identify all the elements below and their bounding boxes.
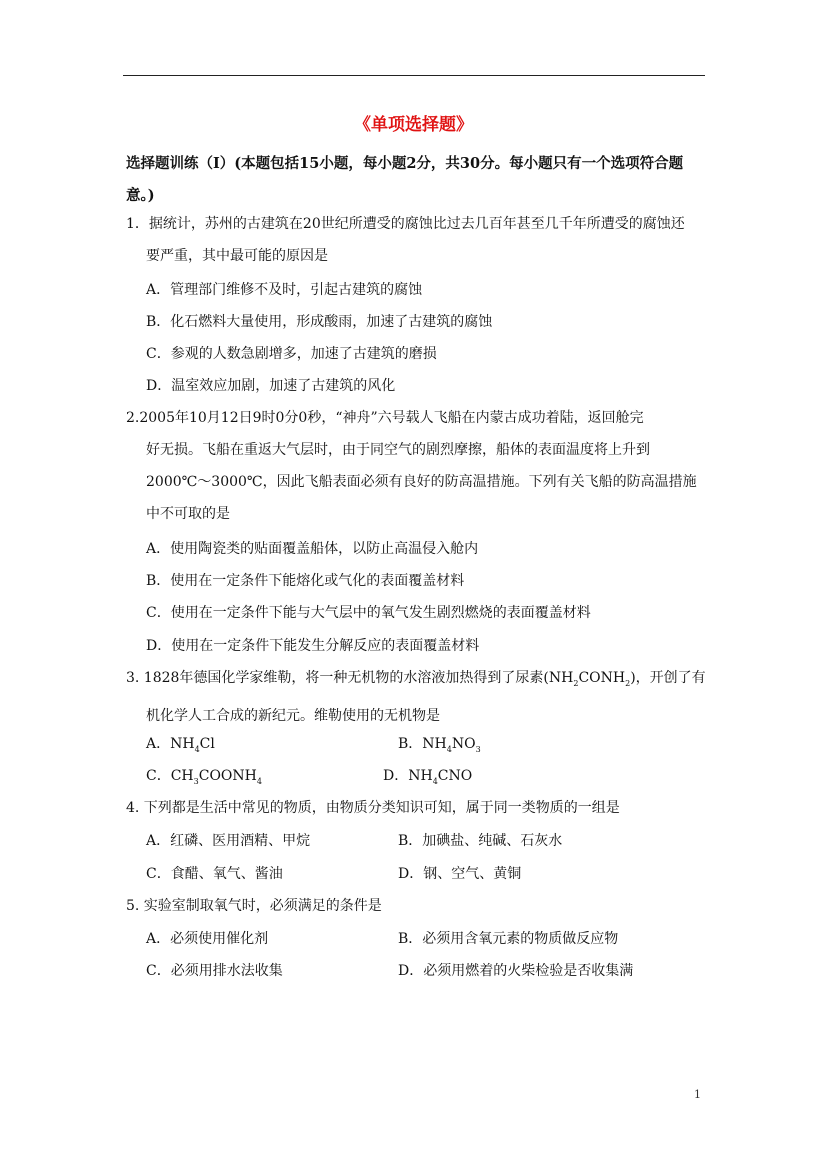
q3-line1-sub2: 2 (625, 678, 631, 688)
q3-d-sub: 4 (432, 776, 438, 786)
question-4-option-d: D．钢、空气、黄铜 (398, 866, 522, 882)
question-4-option-c: C．食醋、氧气、酱油 (146, 866, 283, 882)
q3-d-pre: D．NH (383, 768, 433, 784)
intro-line-2: 意。) (126, 187, 155, 204)
header-rule (123, 75, 705, 76)
question-1-option-d: D．温室效应加剧，加速了古建筑的风化 (146, 378, 396, 394)
question-2-option-b: B．使用在一定条件下能熔化或气化的表面覆盖材料 (146, 573, 465, 589)
question-3-stem-line-1 (126, 662, 712, 700)
q3-line1-sub1: 2 (573, 678, 579, 688)
question-4-option-b: B．加碘盐、纯碱、石灰水 (398, 833, 563, 849)
q3-b-post: NO (451, 736, 476, 752)
q3-b-sub: 4 (446, 744, 452, 754)
q3-c-sub2: 4 (256, 776, 262, 786)
question-5-option-a: A．必须使用催化剂 (146, 931, 269, 947)
q3-c-post: COONH (198, 768, 257, 784)
question-1-option-c: C．参观的人数急剧增多，加速了古建筑的磨损 (146, 346, 437, 362)
q3-a-sub: 4 (194, 744, 200, 754)
question-5-option-d: D．必须用燃着的火柴检验是否收集满 (398, 963, 634, 979)
question-1-stem-line-1: 1．据统计，苏州的古建筑在20世纪所遭受的腐蚀比过去几百年甚至几千年所遭受的腐蚀还 (126, 216, 685, 232)
question-2-option-a: A．使用陶瓷类的贴面覆盖船体，以防止高温侵入舱内 (146, 541, 479, 557)
question-4-option-a: A．红磷、医用酒精、甲烷 (146, 833, 311, 849)
question-2-stem-line-2: 好无损。飞船在重返大气层时，由于同空气的剧烈摩擦，船体的表面温度将上升到 (146, 442, 650, 458)
question-3-option-a (146, 734, 215, 760)
question-2 (126, 402, 712, 530)
q3-line1-post: )，开创了有 (630, 670, 706, 686)
question-5 (126, 890, 712, 922)
question-4 (126, 792, 712, 824)
q3-line1-pre: 3. 1828年德国化学家维勒，将一种无机物的水溶液加热得到了尿素(NH (126, 670, 574, 686)
intro-line-1: 选择题训练（I）(本题包括15小题，每小题2分，共30分。每小题只有一个选项符合题 (126, 155, 684, 172)
question-5-stem-line-1: 5. 实验室制取氧气时，必须满足的条件是 (126, 898, 382, 914)
question-5-option-c: C．必须用排水法收集 (146, 963, 283, 979)
q3-d-post: CNO (437, 768, 473, 784)
q3-a-post: Cl (199, 736, 215, 752)
question-1-option-a: A．管理部门维修不及时，引起古建筑的腐蚀 (146, 282, 423, 298)
page-number: 1 (694, 1088, 701, 1101)
section-intro (126, 148, 710, 212)
question-3-option-b (398, 734, 481, 760)
question-2-stem-line-3: 2000℃～3000℃，因此飞船表面必须有良好的防高温措施。下列有关飞船的防高温措施 (146, 474, 697, 490)
q3-b-pre: B．NH (398, 736, 447, 752)
question-3-option-d (383, 766, 472, 792)
question-4-stem-line-1: 4. 下列都是生活中常见的物质，由物质分类知识可知，属于同一类物质的一组是 (126, 800, 620, 816)
question-2-option-c: C．使用在一定条件下能与大气层中的氧气发生剧烈燃烧的表面覆盖材料 (146, 605, 591, 621)
question-2-stem-line-1: 2.2005年10月12日9时0分0秒，“神舟”六号载人飞船在内蒙古成功着陆，返回舱完 (126, 410, 644, 426)
question-1-option-b: B．化石燃料大量使用，形成酸雨，加速了古建筑的腐蚀 (146, 314, 493, 330)
question-5-option-b: B．必须用含氧元素的物质做反应物 (398, 931, 619, 947)
question-2-option-d: D．使用在一定条件下能发生分解反应的表面覆盖材料 (146, 638, 480, 654)
question-3-option-c (146, 766, 262, 792)
q3-c-pre: C．CH (146, 768, 194, 784)
page-title: 《单项选择题》 (354, 115, 473, 135)
question-1-stem-line-2: 要严重，其中最可能的原因是 (146, 248, 328, 264)
q3-line1-mid: CONH (578, 670, 626, 686)
q3-b-sub2: 3 (475, 744, 481, 754)
question-1 (126, 208, 712, 272)
q3-a-pre: A．NH (146, 736, 195, 752)
q3-c-sub: 3 (193, 776, 199, 786)
question-3 (126, 662, 712, 732)
question-3-stem-line-2: 机化学人工合成的新纪元。维勒使用的无机物是 (146, 707, 440, 724)
question-2-stem-line-4: 中不可取的是 (146, 506, 230, 522)
